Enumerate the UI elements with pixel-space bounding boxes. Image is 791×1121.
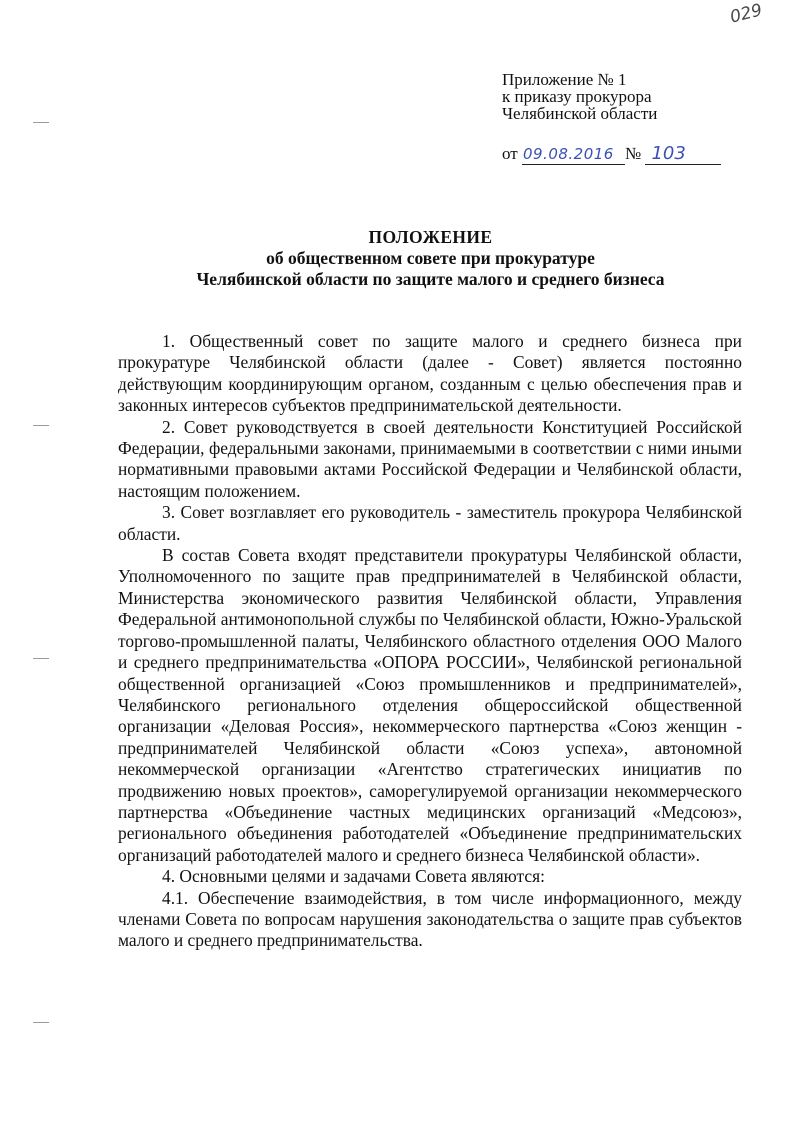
order-date: 09.08.2016 <box>522 145 625 165</box>
document-title <box>90 227 771 290</box>
order-date-line <box>502 143 721 165</box>
paragraph: 2. Совет руководствуется в своей деятельности Конституцией Российской Федерации, федеральными законами, принимаемыми в соответствии с ними иными нормативными правовыми актами Российской Федерации и Челябинской области, настоящим положением. <box>118 416 742 501</box>
order-number: 103 <box>645 143 721 165</box>
scan-edge-mark <box>33 425 49 426</box>
paragraph: В состав Совета входят представители прокуратуры Челябинской области, Уполномоченного по защите прав предпринимателей в Челябинской области, Министерства экономического развития Челябинской области, Управления Федеральной антимонопольной службы по Челябинской области, Южно-Уральской торгово-промышленной палаты, Челябинского областного отделения ООО Малого и среднего предпринимательства «ОПОРА РОССИИ», Челябинской региональной общественной организацией «Союз промышленников и предпринимателей», Челябинского регионального отделения общероссийской общественной организации «Деловая Россия», некоммерческого партнерства «Союз женщин - предпринимателей Челябинской области «Союз успеха», автономной некоммерческой организации «Агентство стратегических инициатив по продвижению новых проектов», саморегулируемой организации некоммерческого партнерства «Объединение частных медицинских организаций «Медсоюз», регионального объединения работодателей «Объединение предпринимательских организаций работодателей малого и среднего бизнеса Челябинской области». <box>118 545 742 865</box>
appendix-header <box>502 71 657 122</box>
scan-edge-mark <box>33 658 49 659</box>
from-label: от <box>502 144 518 163</box>
number-label: № <box>624 144 642 163</box>
title-line: Челябинской области по защите малого и среднего бизнеса <box>196 269 665 289</box>
paragraph: 4. Основными целями и задачами Совета являются: <box>162 866 545 887</box>
appendix-line: Приложение № 1 <box>502 70 627 89</box>
document-body <box>118 331 742 952</box>
scan-edge-mark <box>33 1022 49 1023</box>
paragraph: 1. Общественный совет по защите малого и среднего бизнеса при прокуратуре Челябинской области (далее - Совет) является постоянно действующим координирующим органом, созданным с целью обеспечения прав и законных интересов субъектов предпринимательской деятельности. <box>118 331 742 416</box>
paragraph: 4.1. Обеспечение взаимодействия, в том числе информационного, между членами Совета по вопросам нарушения законодательства о защите прав субъектов малого и среднего предпринимательства. <box>118 887 742 951</box>
paragraph: 3. Совет возглавляет его руководитель - заместитель прокурора Челябинской области. <box>118 502 742 544</box>
title-line: ПОЛОЖЕНИЕ <box>368 227 493 247</box>
appendix-line: Челябинской области <box>502 104 658 123</box>
handwritten-page-number: 029 <box>728 0 765 28</box>
title-line: об общественном совете при прокуратуре <box>266 248 595 268</box>
scan-edge-mark <box>33 122 49 123</box>
appendix-line: к приказу прокурора <box>502 87 652 106</box>
